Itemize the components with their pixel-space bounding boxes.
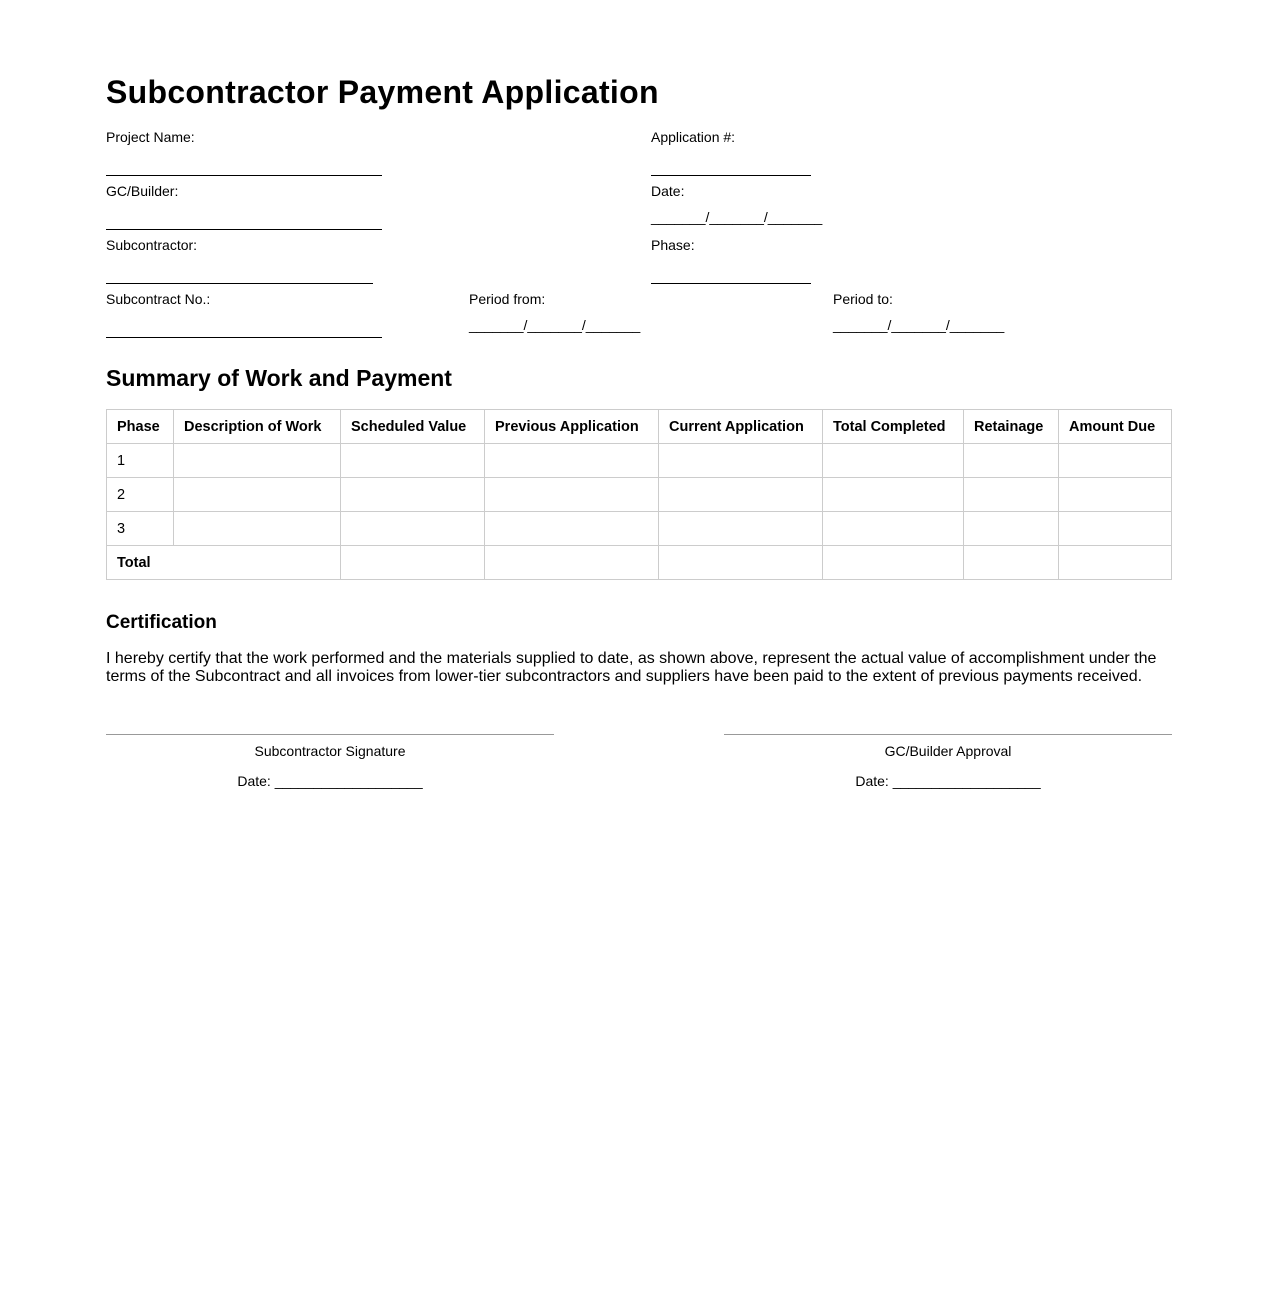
cell[interactable] [964,546,1059,580]
cell[interactable] [659,546,823,580]
column-header: Description of Work [174,410,341,444]
cell[interactable] [174,444,341,478]
cell[interactable] [174,512,341,546]
input-line[interactable] [106,155,382,176]
input-line[interactable] [106,317,382,338]
cell[interactable] [341,546,485,580]
signature-label: GC/Builder Approval [884,743,1012,759]
certification-heading: Certification [106,612,217,633]
cell[interactable] [341,444,485,478]
period-from-field[interactable] [469,289,640,335]
cell[interactable] [823,444,964,478]
input-line[interactable] [106,263,373,284]
subcontractor-signature-block[interactable] [106,734,554,789]
input-line[interactable] [651,155,811,176]
summary-table [106,409,1172,580]
cell[interactable] [659,478,823,512]
column-header: Amount Due [1059,410,1172,444]
cell[interactable] [485,478,659,512]
certification-text: I hereby certify that the work performed and the materials supplied to date, as shown above, represent the actual value of accomplishment under the terms of the Subcontract and all invoices from lower-tier subcontractors and suppliers have been paid to the extent of previous payments received. [106,650,1157,685]
signature-date[interactable]: Date: ___________________ [237,773,423,789]
table-row [107,512,1172,546]
table-row [107,444,1172,478]
date-field[interactable] [651,181,822,227]
cell[interactable] [964,512,1059,546]
cell[interactable] [174,478,341,512]
signature-date[interactable]: Date: ___________________ [855,773,1041,789]
cell[interactable] [485,444,659,478]
application-no-field[interactable] [651,127,811,176]
date-blank[interactable]: _______/_______/_______ [651,209,823,225]
column-header: Total Completed [823,410,964,444]
cell[interactable] [1059,444,1172,478]
page-title: Subcontractor Payment Application [106,74,659,110]
summary-heading: Summary of Work and Payment [106,365,452,391]
subcontract-no-field[interactable] [106,289,382,338]
cell[interactable] [823,512,964,546]
cell[interactable] [485,512,659,546]
cell[interactable] [1059,546,1172,580]
cell[interactable] [485,546,659,580]
column-header: Scheduled Value [341,410,485,444]
cell[interactable] [659,512,823,546]
phase-field[interactable] [651,235,811,284]
label: Period to: [833,291,893,307]
label: Phase: [651,237,695,253]
label: Period from: [469,291,546,307]
total-row [107,546,1172,580]
input-line[interactable] [651,263,811,284]
phase-cell: 1 [107,444,174,478]
label: Date: [651,183,685,199]
subcontractor-field[interactable] [106,235,373,284]
column-header: Previous Application [485,410,659,444]
cell[interactable] [1059,512,1172,546]
signature-label: Subcontractor Signature [254,743,406,759]
label: Project Name: [106,129,195,145]
input-line[interactable] [106,209,382,230]
gc-builder-field[interactable] [106,181,382,230]
label: Subcontract No.: [106,291,211,307]
cell[interactable] [823,478,964,512]
cell[interactable] [964,444,1059,478]
gc-approval-block[interactable] [724,734,1172,789]
column-header: Retainage [964,410,1059,444]
cell[interactable] [341,512,485,546]
column-header: Phase [107,410,174,444]
period-to-field[interactable] [833,289,1004,335]
label: Application #: [651,129,736,145]
cell[interactable] [341,478,485,512]
cell[interactable] [1059,478,1172,512]
project-name-field[interactable] [106,127,382,176]
phase-cell: 3 [107,512,174,546]
date-blank[interactable]: _______/_______/_______ [469,317,641,333]
cell[interactable] [659,444,823,478]
total-label: Total [107,546,341,580]
table-header-row [107,410,1172,444]
label: GC/Builder: [106,183,179,199]
date-blank[interactable]: _______/_______/_______ [833,317,1005,333]
label: Subcontractor: [106,237,198,253]
cell[interactable] [823,546,964,580]
table-row [107,478,1172,512]
phase-cell: 2 [107,478,174,512]
column-header: Current Application [659,410,823,444]
cell[interactable] [964,478,1059,512]
